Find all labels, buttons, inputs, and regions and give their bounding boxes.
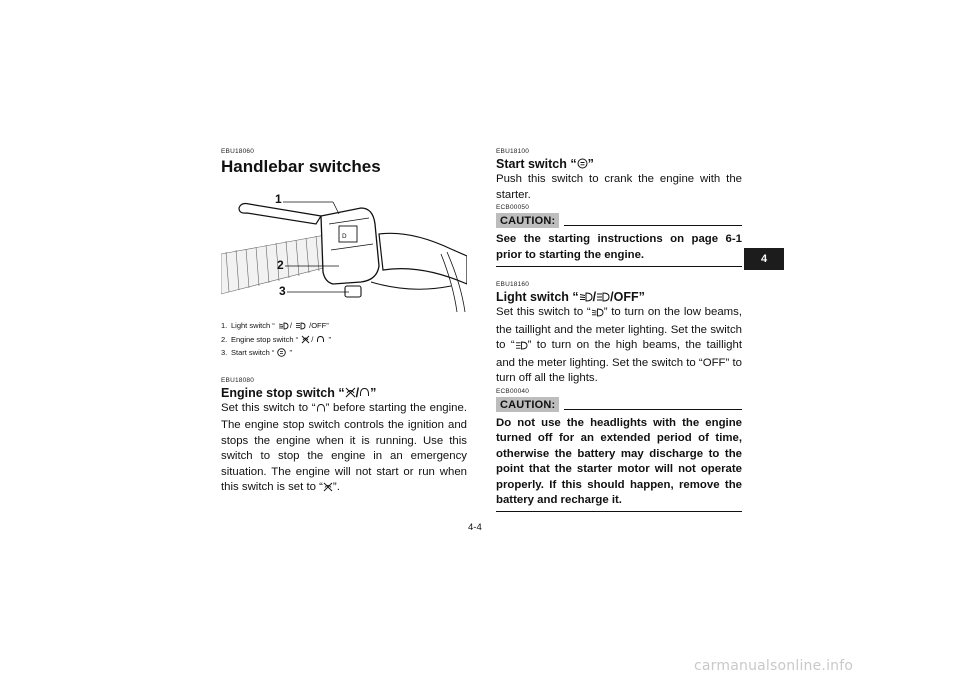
callout-3: 3	[279, 284, 286, 298]
caution-text: See the starting instructions on page 6-1 prior to starting the engine.	[496, 233, 742, 261]
caution-divider	[496, 511, 742, 512]
page-title: Handlebar switches	[221, 157, 381, 176]
section-code: EBU18060	[221, 148, 255, 155]
page-number: 4-4	[468, 522, 482, 533]
caution-badge: CAUTION:	[496, 213, 559, 228]
caption-item: 1. Light switch “ / /OFF”	[221, 320, 467, 334]
engine-off-icon	[301, 335, 310, 348]
engine-off-icon	[345, 387, 356, 401]
high-beam-icon	[295, 322, 306, 334]
caution-code: ECB00050	[496, 204, 530, 212]
section-code: EBU18160	[496, 281, 530, 288]
caution-header	[496, 397, 742, 412]
caption-item: 2. Engine stop switch “ / ”	[221, 334, 467, 348]
section-code: EBU18080	[221, 376, 255, 384]
section-heading-light-switch: Light switch “ / /OFF”	[496, 290, 645, 304]
section-heading-engine-stop: Engine stop switch “ / ”	[221, 385, 377, 400]
start-switch-description: Push this switch to crank the engine with the starter.	[496, 173, 742, 201]
engine-run-icon	[359, 387, 370, 401]
engine-off-icon	[323, 482, 333, 498]
chapter-tab: 4	[744, 248, 784, 270]
caption-item: 3. Start switch “ ”	[221, 347, 467, 361]
figure-captions	[221, 320, 467, 361]
engine-run-icon	[316, 403, 326, 419]
low-beam-icon	[591, 307, 604, 323]
caution-badge: CAUTION:	[496, 397, 559, 412]
high-beam-icon	[515, 340, 528, 356]
light-switch-description: Set this switch to “ ” to turn on the low beams, the taillight and the meter lighting. Set the switch to “ ” to turn on the high beams, the taillight and the meter lighting. Set the switch to “OFF” to turn off all the lights.	[496, 306, 743, 385]
engine-run-icon	[316, 335, 325, 348]
watermark: carmanualsonline.info	[694, 658, 854, 674]
right-column	[496, 148, 742, 512]
section-code: EBU18100	[496, 148, 530, 155]
left-column	[221, 148, 467, 498]
caution-code: ECB00040	[496, 387, 530, 395]
callout-2: 2	[277, 258, 284, 272]
caution-header	[496, 213, 742, 228]
section-heading-start-switch: Start switch “ ”	[496, 157, 594, 171]
low-beam-icon	[278, 322, 289, 334]
handlebar-illustration	[221, 194, 467, 312]
start-icon	[577, 158, 588, 172]
callout-1: 1	[275, 192, 282, 206]
svg-text:D: D	[342, 233, 347, 240]
start-icon	[277, 348, 286, 361]
caution-text: Do not use the headlights with the engine turned off for an extended period of time, otherwise the battery may discharge to the point that the starter motor will not operate properly. If this should happen, remove the battery and recharge it.	[496, 416, 742, 506]
high-beam-icon	[596, 291, 610, 305]
engine-stop-description: Set this switch to “ ” before starting the engine. The engine stop switch controls the ignition and stops the engine when it is running. Use this switch to stop the engine in an emergency situation. The engine will not start or run when this switch is set to “ ”.	[221, 401, 467, 499]
low-beam-icon	[579, 291, 593, 305]
